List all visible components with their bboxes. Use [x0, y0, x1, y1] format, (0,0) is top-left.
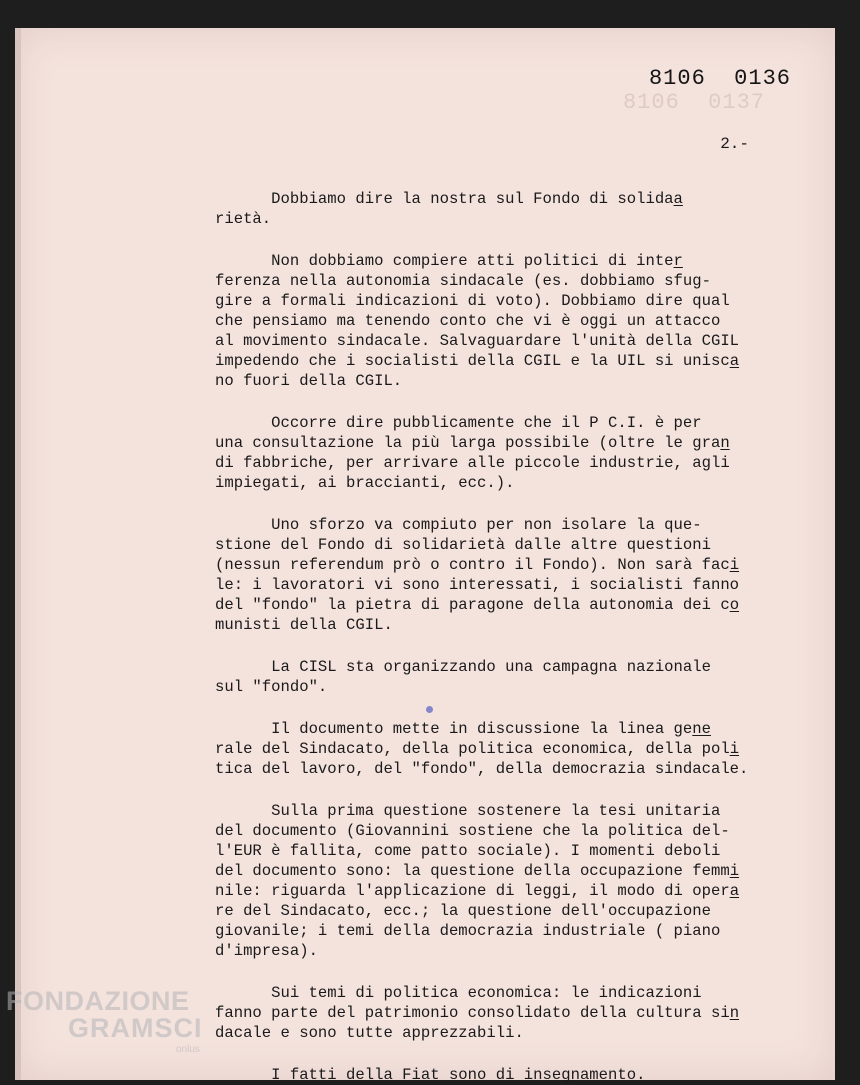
- paragraph-gap: [215, 229, 815, 251]
- text-line: di fabbriche, per arrivare alle piccole industrie, agli: [215, 454, 730, 472]
- text-line: rietà.: [215, 210, 272, 228]
- text-line: gire a formali indicazioni di voto). Dobbiamo dire qual: [215, 292, 730, 310]
- watermark-suffix: onlus: [176, 1044, 200, 1055]
- fondazione-gramsci-watermark: [6, 986, 203, 1055]
- text-line: nile: riguarda l'applicazione di leggi, il modo di opera: [215, 882, 740, 900]
- text-line: I fatti della Fiat sono di insegnamento.: [215, 1066, 646, 1084]
- paragraph: [215, 983, 815, 1043]
- text-line: re del Sindacato, ecc.; la questione dell'occupazione: [215, 902, 711, 920]
- text-line: La CISL sta organizzando una campagna nazionale: [215, 658, 711, 676]
- underlined-hyphenation: a: [729, 352, 740, 370]
- watermark-line-2: GRAMSCI: [68, 1013, 203, 1043]
- paragraph-gap: [215, 779, 815, 801]
- text-line: dacale e sono tutte apprezzabili.: [215, 1024, 524, 1042]
- text-line: rale del Sindacato, della politica economica, della poli: [215, 740, 740, 758]
- underlined-hyphenation: n: [729, 1004, 740, 1022]
- text-line: che pensiamo ma tenendo conto che vi è oggi un attacco: [215, 312, 721, 330]
- text-line: del documento sono: la questione della occupazione femmi: [215, 862, 740, 880]
- text-line: stione del Fondo di solidarietà dalle altre questioni: [215, 536, 711, 554]
- underlined-hyphenation: a: [673, 190, 683, 208]
- ink-mark: [426, 706, 433, 713]
- text-line: Sulla prima questione sostenere la tesi unitaria: [215, 802, 721, 820]
- text-line: fanno parte del patrimonio consolidato della cultura sin: [215, 1004, 740, 1022]
- underlined-hyphenation: ne: [692, 720, 711, 738]
- text-line: no fuori della CGIL.: [215, 372, 403, 390]
- paragraph-gap: [215, 697, 815, 719]
- text-line: sul "fondo".: [215, 678, 328, 696]
- page-number: 2.-: [720, 135, 749, 153]
- text-line: giovanile; i temi della democrazia industriale ( piano: [215, 922, 721, 940]
- text-line: impedendo che i socialisti della CGIL e la UIL si unisca: [215, 352, 740, 370]
- paragraph-gap: [215, 493, 815, 515]
- text-line: al movimento sindacale. Salvaguardare l'unità della CGIL: [215, 332, 740, 350]
- underlined-hyphenation: o: [729, 596, 740, 614]
- watermark-line-1: FONDAZIONE: [6, 986, 190, 1016]
- text-line: (nessun referendum prò o contro il Fondo). Non sarà faci: [215, 556, 740, 574]
- text-line: Dobbiamo dire la nostra sul Fondo di solidaa: [215, 190, 683, 208]
- paragraph: [215, 801, 815, 961]
- paragraph-gap: [215, 391, 815, 413]
- text-line: ferenza nella autonomia sindacale (es. dobbiamo sfug-: [215, 272, 711, 290]
- paragraph: [215, 515, 815, 635]
- typed-page: [15, 28, 835, 1084]
- text-line: Uno sforzo va compiuto per non isolare la que-: [215, 516, 702, 534]
- paragraph-gap: [215, 1043, 815, 1065]
- text-line: Sui temi di politica economica: le indicazioni: [215, 984, 702, 1002]
- underlined-hyphenation: r: [673, 252, 683, 270]
- text-line: una consultazione la più larga possibile (oltre le gran: [215, 434, 730, 452]
- text-line: del documento (Giovannini sostiene che la politica del-: [215, 822, 730, 840]
- page-edge: [15, 28, 21, 1080]
- text-line: tica del lavoro, del "fondo", della democrazia sindacale.: [215, 760, 749, 778]
- paragraph-gap: [215, 635, 815, 657]
- underlined-hyphenation: i: [729, 740, 740, 758]
- underlined-hyphenation: a: [729, 882, 740, 900]
- paragraph: [215, 1065, 815, 1085]
- underlined-hyphenation: i: [729, 862, 740, 880]
- typewritten-text: [215, 189, 815, 1085]
- text-line: Il documento mette in discussione la linea gene: [215, 720, 711, 738]
- text-line: Occorre dire pubblicamente che il P C.I. è per: [215, 414, 702, 432]
- underlined-hyphenation: n: [720, 434, 730, 452]
- paragraph: [215, 251, 815, 391]
- text-line: Non dobbiamo compiere atti politici di inter: [215, 252, 683, 270]
- text-line: impiegati, ai braccianti, ecc.).: [215, 474, 515, 492]
- text-line: le: i lavoratori vi sono interessati, i socialisti fanno: [215, 576, 740, 594]
- paragraph-gap: [215, 961, 815, 983]
- paragraph: [215, 413, 815, 493]
- text-line: l'EUR è fallita, come patto sociale). I momenti deboli: [215, 842, 721, 860]
- text-line: munisti della CGIL.: [215, 616, 393, 634]
- text-line: d'impresa).: [215, 942, 318, 960]
- bleed-through-stamp: 8106 0137: [622, 90, 765, 115]
- paragraph: [215, 719, 815, 779]
- archive-number-stamp: 8106 0136: [648, 66, 791, 91]
- paragraph: [215, 657, 815, 697]
- paragraph: [215, 189, 815, 229]
- underlined-hyphenation: i: [729, 556, 740, 574]
- text-line: del "fondo" la pietra di paragone della autonomia dei co: [215, 596, 740, 614]
